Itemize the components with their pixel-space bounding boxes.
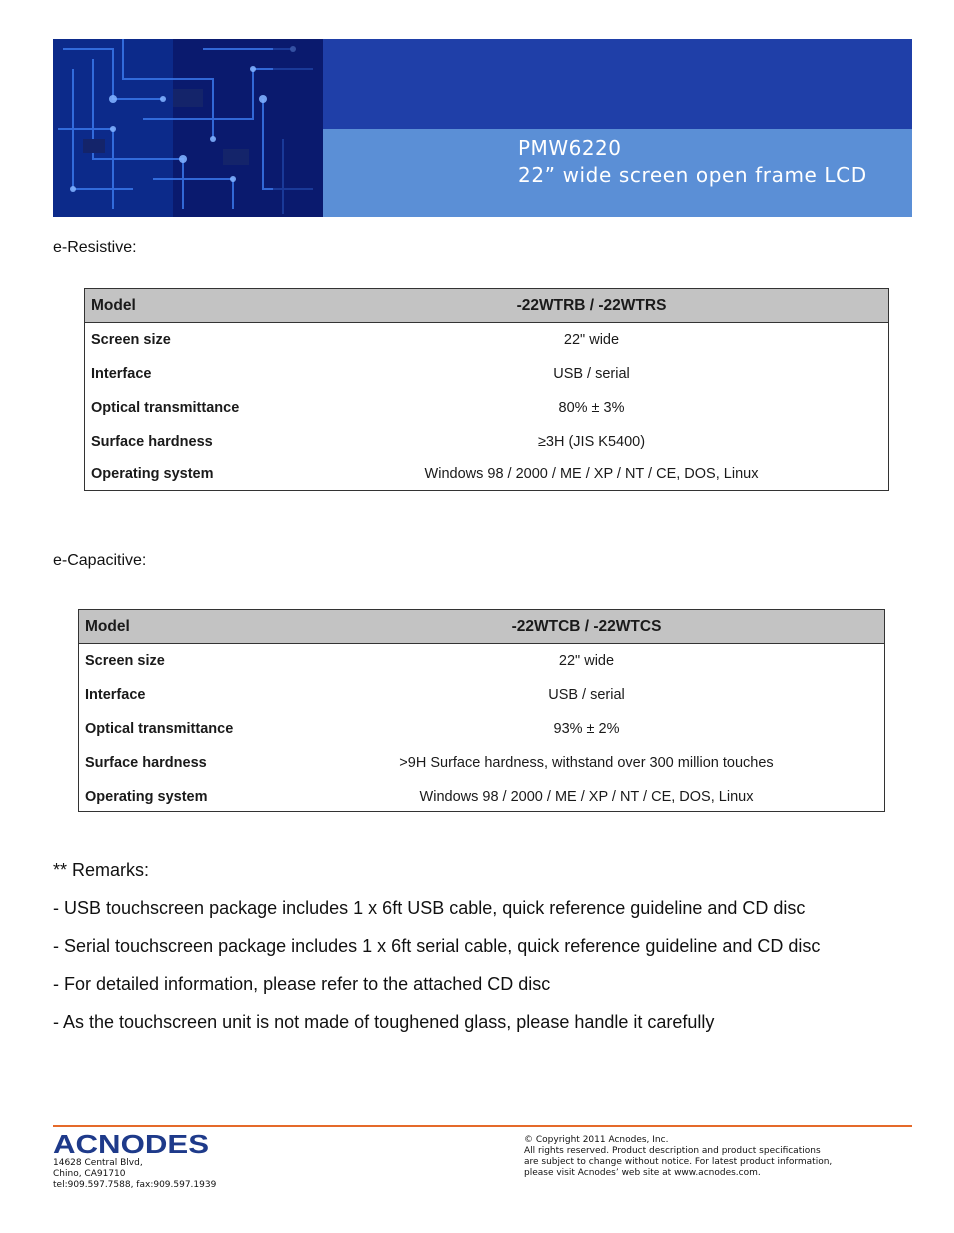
company-address: [53, 1158, 216, 1191]
address-city: Chino, CA91710: [53, 1169, 126, 1179]
row-label: Surface hardness: [91, 434, 213, 450]
row-value: >9H Surface hardness, withstand over 300 million touches: [399, 755, 774, 771]
table-row: [79, 678, 884, 712]
table-row: [85, 323, 888, 357]
row-label: Operating system: [91, 466, 214, 482]
row-value: 22" wide: [563, 332, 620, 348]
row-value: Windows 98 / 2000 / ME / XP / NT / CE, DOS, Linux: [419, 789, 754, 805]
row-label: Optical transmittance: [85, 721, 234, 737]
row-value: 22" wide: [558, 653, 615, 669]
table-row: [85, 391, 888, 425]
address-street: 14628 Central Blvd,: [53, 1158, 143, 1168]
resistive-spec-table: [84, 288, 889, 491]
row-value: Windows 98 / 2000 / ME / XP / NT / CE, DOS, Linux: [424, 466, 759, 482]
table-row: [79, 644, 884, 678]
header-value: -22WTCB / -22WTCS: [511, 617, 662, 635]
header-label: Model: [91, 296, 136, 314]
row-label: Screen size: [91, 332, 171, 348]
copyright-notice: [524, 1135, 889, 1179]
banner-titles: [518, 135, 867, 189]
table-row: [85, 357, 888, 391]
header-label: Model: [85, 617, 130, 635]
remark-item: - As the touchscreen unit is not made of toughened glass, please handle it carefully: [53, 1012, 715, 1032]
capacitive-label: e-Capacitive:: [53, 552, 147, 569]
table-header: [79, 610, 884, 644]
remark-item: - Serial touchscreen package includes 1 x 6ft serial cable, quick reference guideline and CD disc: [53, 936, 821, 956]
row-value: USB / serial: [553, 366, 630, 382]
row-value: ≥3H (JIS K5400): [537, 434, 646, 450]
copyright-line: © Copyright 2011 Acnodes, Inc.: [524, 1135, 669, 1145]
circuit-board-image: [53, 39, 323, 217]
table-row: [85, 425, 888, 459]
capacitive-spec-table: [78, 609, 885, 812]
row-value: 80% ± 3%: [558, 400, 625, 416]
product-model: PMW6220: [518, 136, 622, 160]
copyright-line: All rights reserved. Product description and product specifications: [524, 1146, 821, 1156]
table-row: [85, 459, 888, 489]
address-phone: tel:909.597.7588, fax:909.597.1939: [53, 1180, 217, 1190]
row-label: Optical transmittance: [91, 400, 240, 416]
remarks-title: ** Remarks:: [53, 860, 150, 880]
header-banner: [53, 39, 912, 217]
remark-item: - USB touchscreen package includes 1 x 6ft USB cable, quick reference guideline and CD disc: [53, 898, 806, 918]
row-label: Surface hardness: [85, 755, 207, 771]
acnodes-logo: [53, 1129, 213, 1157]
table-row: [79, 780, 884, 814]
product-subtitle: 22” wide screen open frame LCD: [518, 163, 867, 187]
row-label: Interface: [91, 366, 152, 382]
header-value: -22WTRB / -22WTRS: [516, 296, 667, 314]
copyright-line: please visit Acnodes’ web site at www.acnodes.com.: [524, 1168, 761, 1178]
row-value: 93% ± 2%: [553, 721, 620, 737]
table-header: [85, 289, 888, 323]
footer-divider: [53, 1125, 912, 1127]
row-label: Interface: [85, 687, 146, 703]
resistive-label: e-Resistive:: [53, 239, 137, 256]
remark-item: - For detailed information, please refer to the attached CD disc: [53, 974, 551, 994]
logo-text: ACNODES: [53, 1129, 209, 1157]
table-row: [79, 746, 884, 780]
row-value: USB / serial: [548, 687, 625, 703]
row-label: Operating system: [85, 789, 208, 805]
remarks-section: [53, 860, 913, 1050]
copyright-line: are subject to change without notice. For latest product information,: [524, 1157, 833, 1167]
table-row: [79, 712, 884, 746]
row-label: Screen size: [85, 653, 165, 669]
